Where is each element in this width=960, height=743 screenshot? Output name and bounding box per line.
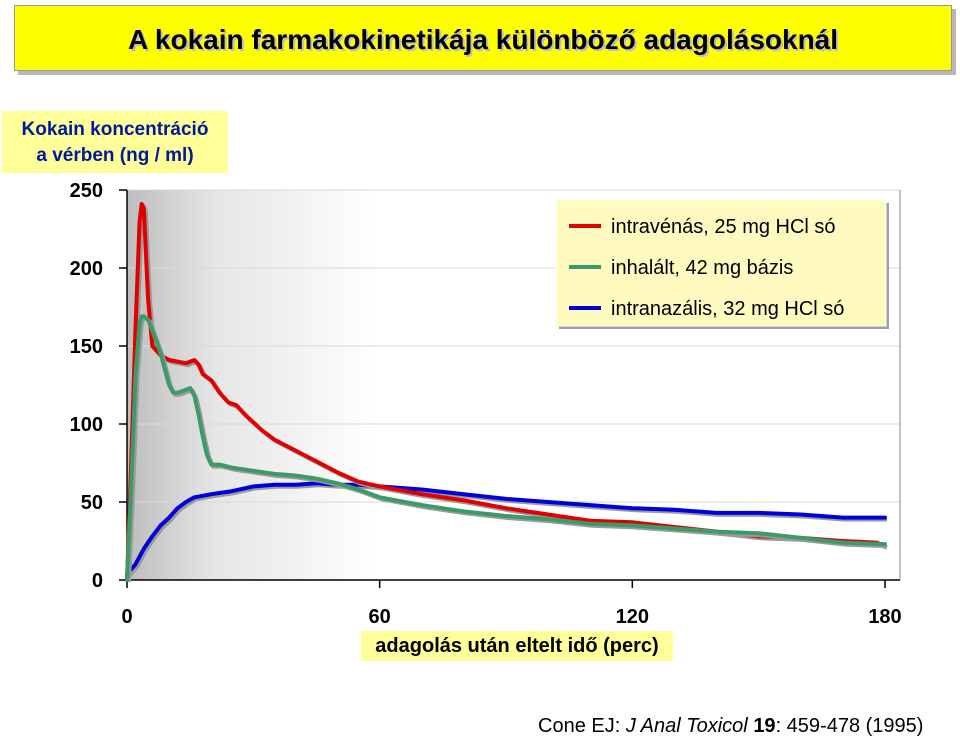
citation [538,715,923,738]
page-title: A kokain farmakokinetikája különböző adagolásoknál [127,24,839,55]
y-tick-label: 50 [80,492,103,514]
legend-label: intravénás, 25 mg HCl só [611,216,836,238]
citation-pages: : 459-478 (1995) [775,715,924,737]
x-tick-label: 180 [868,606,902,628]
y-axis-label: Kokain koncentráció a vérben (ng / ml) [21,119,209,166]
legend [556,200,889,329]
x-tick-label: 120 [615,606,650,628]
x-tick-label: 0 [121,606,133,628]
citation-journal: J Anal Toxicol [625,715,748,737]
y-tick-label: 200 [69,258,103,280]
y-tick-label: 150 [69,336,103,358]
y-tick-label: 250 [69,180,103,202]
y-tick-label: 100 [69,414,103,436]
legend-label: inhalált, 42 mg bázis [611,257,794,279]
x-axis-label-box [361,631,673,661]
x-axis-label: adagolás után eltelt idő (perc) [375,635,659,657]
legend-label: intranazális, 32 mg HCl só [611,298,845,320]
y-tick-label: 0 [91,570,103,592]
citation-author: Cone EJ: [538,715,621,737]
x-tick-label: 60 [368,606,391,628]
citation-volume: 19 [753,715,776,737]
